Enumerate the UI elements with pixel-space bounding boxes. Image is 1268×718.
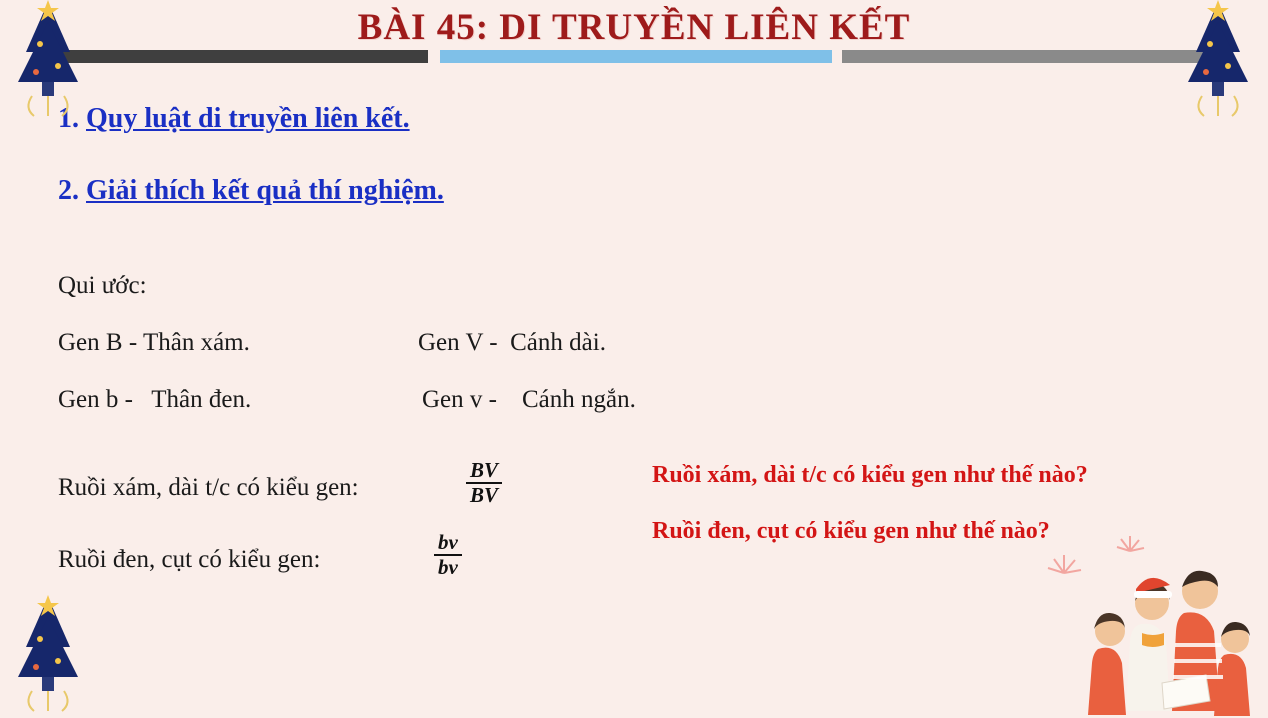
gene-b-black-body: Gen b - Thân đen. [58,386,252,413]
gene-b-gray-body: Gen B - Thân xám. [58,329,250,356]
christmas-tree-icon [8,0,88,120]
black-vestigial-genotype-label: Ruồi đen, cụt có kiểu gen: [58,546,321,573]
fraction-numerator: BV [470,458,499,482]
section-heading-1-text: Quy luật di truyền liên kết. [86,103,410,134]
bar-dark [58,50,428,63]
title-underline-bars [58,50,1210,63]
fraction-denominator: BV [466,482,502,507]
gene-v-long-wing: Gen V - Cánh dài. [418,329,606,356]
section-heading-2 [58,175,444,207]
section-heading-1-number: 1. [58,103,79,134]
genotype-fraction-bv-bv-lower [434,531,462,579]
bar-blue [440,50,832,63]
section-heading-1 [58,103,410,135]
gray-long-genotype-label: Ruồi xám, dài t/c có kiểu gen: [58,474,359,501]
christmas-tree-icon [1178,0,1258,120]
fraction-denominator: bv [434,554,462,579]
section-heading-2-text: Giải thích kết quả thí nghiệm. [86,175,444,206]
question-black-vestigial: Ruồi đen, cụt có kiểu gen như thế nào? [652,518,1050,544]
gene-v-short-wing: Gen v - Cánh ngắn. [422,386,636,413]
fraction-numerator: bv [438,530,458,554]
section-heading-2-number: 2. [58,175,79,206]
convention-label: Qui ước: [58,272,147,299]
page-title: BÀI 45: DI TRUYỀN LIÊN KẾT [357,7,911,48]
family-illustration [1034,533,1264,718]
bar-gray [842,50,1210,63]
question-gray-long: Ruồi xám, dài t/c có kiểu gen như thế nào? [652,462,1088,488]
genotype-fraction-bv-bv [466,459,502,507]
christmas-tree-icon [8,595,88,715]
